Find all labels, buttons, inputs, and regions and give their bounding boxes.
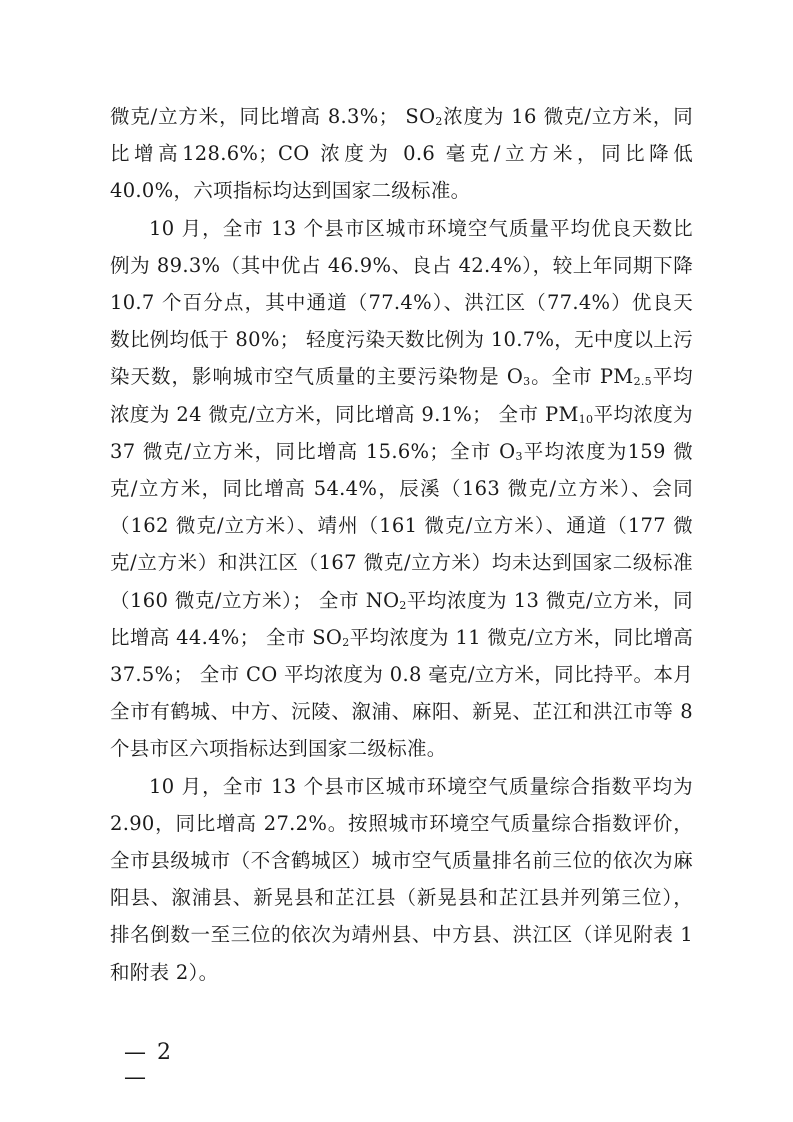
paragraph-continuation [110, 98, 693, 210]
subscript: 2 [399, 598, 407, 612]
subscript: 2.5 [633, 375, 652, 389]
text-run: 10 月，全市 13 个县市区城市环境空气质量平均优良天数比例为 89.3%（其中优占 46.9%、良占 42.4%），较上年同期下降 10.7 个百分点，其中通道（77.4%）、洪江区（77.4%）优良天数比例均低于 80%； 轻度污染天数比例为 10.7%，无中度以上污染天数，影响城市空气质量的主要污染物是 O [110, 216, 693, 389]
text-run: 平均浓度为 13 微克/立方米，同比增高 44.4%； 全市 SO [110, 588, 693, 649]
text-run: 浓度为 16 微克/立方米，同比增高128.6%；CO 浓度为 0.6 毫克/立方米，同比降低 40.0%，六项指标均达到国家二级标准。 [110, 105, 694, 203]
paragraph-composite-index [110, 768, 693, 991]
subscript: 3 [515, 449, 523, 463]
subscript: 2 [342, 635, 350, 649]
text-run: 10 月，全市 13 个县市区城市环境空气质量综合指数平均为 2.90，同比增高 27.2%。按照城市环境空气质量综合指数评价，全市县级城市（不含鹤城区）城市空气质量排名前三位的依次为麻阳县、溆浦县、新晃县和芷江县（新晃县和芷江县并列第三位），排名倒数一至三位的依次为靖州县、中方县、洪江区（详见附表 1 和附表 2）。 [110, 774, 693, 984]
text-run: 微克/立方米，同比增高 8.3%； SO [110, 105, 436, 128]
document-body [110, 98, 693, 991]
text-run: 平均浓度为159 微克/立方米，同比增高 54.4%，辰溪（163 微克/立方米）、会同（162 微克/立方米）、靖州（161 微克/立方米）、通道（177 微克/立方米）和洪江区（167 微克/立方米）均未达到国家二级标准（160 微克/立方米）； 全市 NO [110, 439, 693, 612]
subscript: 2 [435, 115, 443, 128]
text-run: 平均浓度为 24 微克/立方米，同比增高 9.1%； 全市 PM [110, 365, 693, 426]
text-run: 平均浓度为 37 微克/立方米，同比增高 15.6%；全市 O [110, 402, 693, 463]
page-number: — 2 — [124, 1040, 173, 1090]
subscript: 3 [523, 375, 531, 389]
subscript: 10 [578, 412, 594, 426]
paragraph-october-air-quality [110, 210, 693, 768]
text-run: 平均浓度为 11 微克/立方米，同比增高 37.5%； 全市 CO 平均浓度为 0.8 毫克/立方米，同比持平。本月全市有鹤城、中方、沅陵、溆浦、麻阳、新晃、芷江和洪江市等 8 个县市区六项指标达到国家二级标准。 [110, 625, 694, 761]
text-run: 。全市 PM [530, 365, 634, 389]
